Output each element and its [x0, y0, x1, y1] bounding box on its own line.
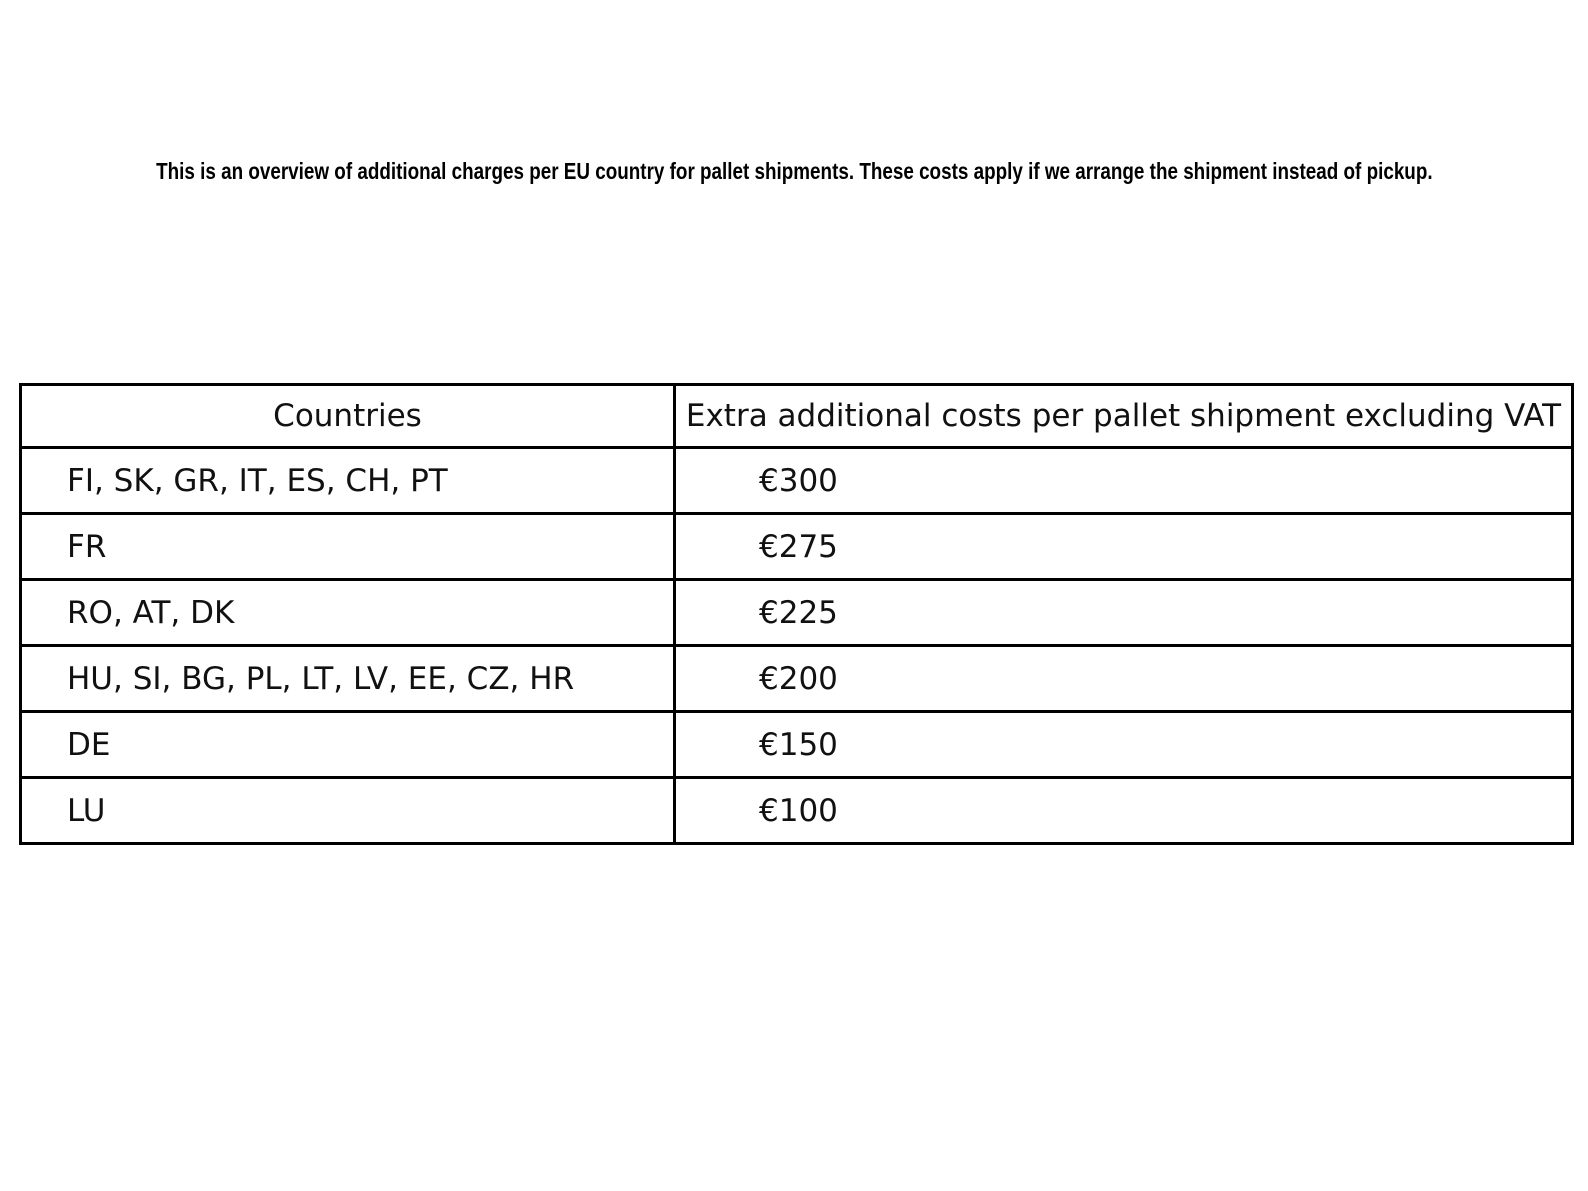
table-row	[21, 712, 1573, 778]
cost-cell: €275	[675, 514, 1573, 580]
charges-table	[19, 383, 1574, 845]
cost-cell: €150	[675, 712, 1573, 778]
page-caption	[0, 158, 1588, 185]
cost-cell: €100	[675, 778, 1573, 844]
countries-cell: HU, SI, BG, PL, LT, LV, EE, CZ, HR	[21, 646, 675, 712]
countries-cell: RO, AT, DK	[21, 580, 675, 646]
countries-cell: FR	[21, 514, 675, 580]
page-caption-text: This is an overview of additional charges per EU country for pallet shipments. These costs apply if we arrange the shipment instead of pickup.	[155, 158, 1433, 184]
table-row	[21, 580, 1573, 646]
table-row	[21, 778, 1573, 844]
cost-cell: €200	[675, 646, 1573, 712]
countries-cell: LU	[21, 778, 675, 844]
column-header-cost: Extra additional costs per pallet shipment excluding VAT	[675, 385, 1573, 448]
cost-cell: €225	[675, 580, 1573, 646]
table-row	[21, 448, 1573, 514]
table-row	[21, 514, 1573, 580]
column-header-countries: Countries	[21, 385, 675, 448]
table-header-row	[21, 385, 1573, 448]
countries-cell: DE	[21, 712, 675, 778]
table-row	[21, 646, 1573, 712]
countries-cell: FI, SK, GR, IT, ES, CH, PT	[21, 448, 675, 514]
cost-cell: €300	[675, 448, 1573, 514]
